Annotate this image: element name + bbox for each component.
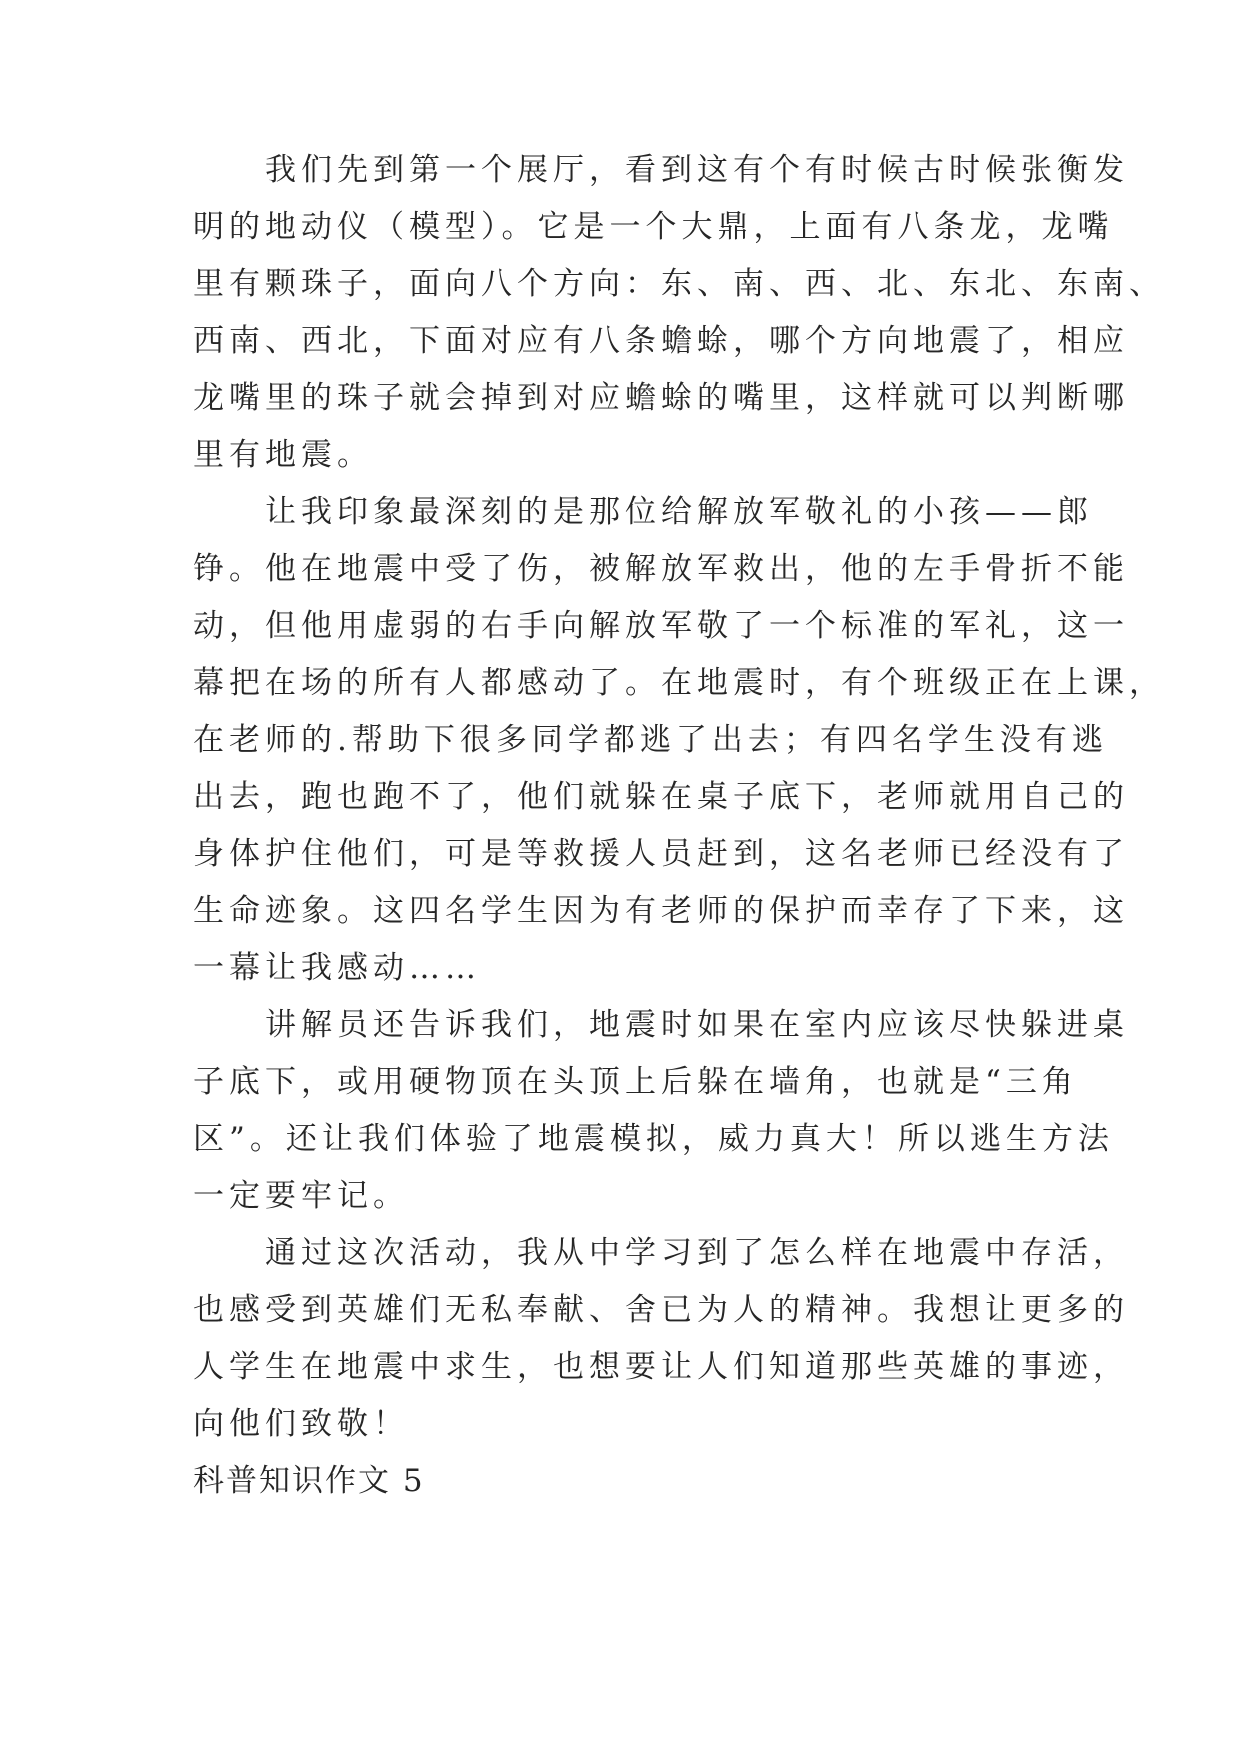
text-line: 铮。他在地震中受了伤，被解放军救出，他的左手骨折不能 — [193, 551, 1129, 587]
text-line: 我们先到第一个展厅，看到这有个有时候古时候张衡发 — [193, 152, 1129, 188]
text-line: 明的地动仪（模型）。它是一个大鼎，上面有八条龙，龙嘴 — [193, 209, 1114, 245]
text-line: 在老师的.帮助下很多同学都逃了出去；有四名学生没有逃 — [193, 722, 1108, 758]
text-line: 区”。还让我们体验了地震模拟，威力真大！所以逃生方法 — [193, 1121, 1114, 1157]
text-line: 讲解员还告诉我们，地震时如果在室内应该尽快躲进桌 — [193, 1007, 1129, 1043]
text-line: 人学生在地震中求生，也想要让人们知道那些英雄的事迹， — [193, 1349, 1129, 1385]
section-heading: 科普知识作文 5 — [193, 1463, 425, 1499]
text-line: 通过这次活动，我从中学习到了怎么样在地震中存活， — [193, 1235, 1129, 1271]
text-line: 里有地震。 — [193, 437, 373, 473]
text-line: 西南、西北，下面对应有八条蟾蜍，哪个方向地震了，相应 — [193, 323, 1129, 359]
text-line: 子底下，或用硬物顶在头顶上后躲在墙角，也就是“三角 — [193, 1064, 1078, 1100]
text-line: 一定要牢记。 — [193, 1178, 409, 1214]
text-line: 动，但他用虚弱的右手向解放军敬了一个标准的军礼，这一 — [193, 608, 1129, 644]
text-line: 生命迹象。这四名学生因为有老师的保护而幸存了下来，这 — [193, 893, 1129, 929]
text-line: 身体护住他们，可是等救援人员赶到，这名老师已经没有了 — [193, 836, 1129, 872]
text-line: 里有颗珠子，面向八个方向：东、南、西、北、东北、东南、 — [193, 266, 1165, 302]
text-line: 龙嘴里的珠子就会掉到对应蟾蜍的嘴里，这样就可以判断哪 — [193, 380, 1129, 416]
text-line: 让我印象最深刻的是那位给解放军敬礼的小孩——郎 — [193, 494, 1093, 530]
text-line: 向他们致敬！ — [193, 1406, 409, 1442]
text-line: 一幕让我感动…… — [193, 950, 481, 986]
text-line: 也感受到英雄们无私奉献、舍已为人的精神。我想让更多的 — [193, 1292, 1129, 1328]
text-line: 出去，跑也跑不了，他们就躲在桌子底下，老师就用自己的 — [193, 779, 1129, 815]
text-line: 幕把在场的所有人都感动了。在地震时，有个班级正在上课， — [193, 665, 1165, 701]
